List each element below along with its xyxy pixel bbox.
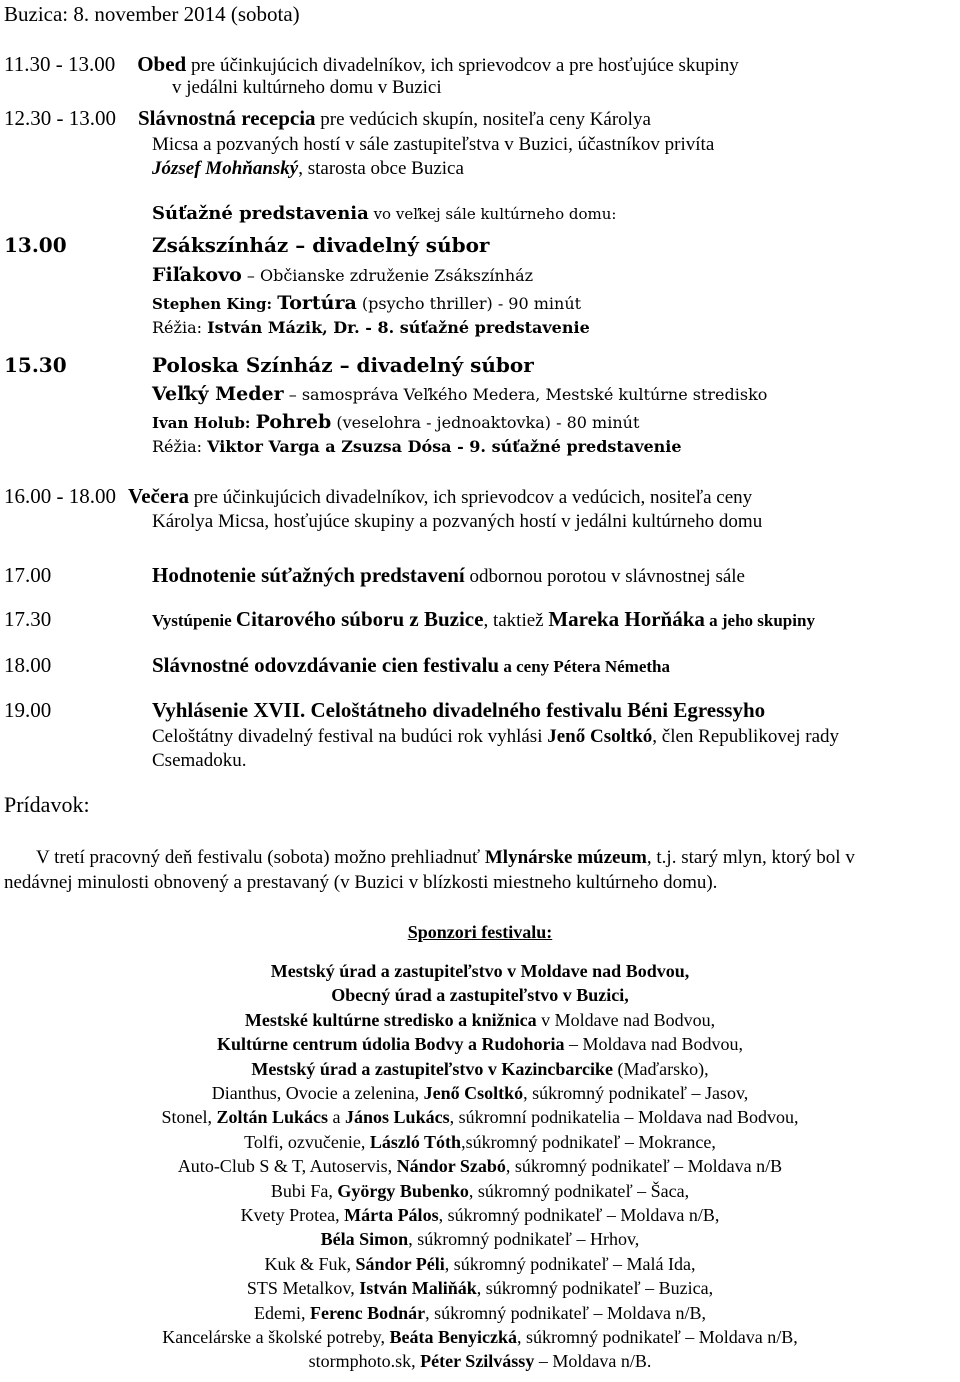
sponsor-text: Stonel, <box>161 1107 217 1128</box>
sponsor-text: Dianthus, Ovocie a zelenina, <box>211 1083 424 1103</box>
show-1-time: 13.00 <box>4 233 67 257</box>
event-reception-host <box>152 158 464 180</box>
sponsor-text: , súkromný podnikateľ – Moldava n/B, <box>438 1205 720 1225</box>
extra-text: V tretí pracovný deň festivalu (sobota) možno prehliadnuť <box>36 847 485 868</box>
event-time: 16.00 - 18.00 <box>4 484 116 508</box>
organization: – samospráva Veľkého Medera, Mestské kultúrne stredisko <box>283 385 768 404</box>
sponsor-name: Zoltán Lukács <box>216 1107 329 1128</box>
sponsor-text: , súkromný podnikateľ – Hrhov, <box>408 1229 640 1250</box>
sponsor-text: , súkromný podnikateľ – Buzica, <box>476 1278 714 1299</box>
event-performance-time: 17.30 <box>4 607 52 631</box>
sponsor-name: Jenő Csoltkó <box>423 1083 524 1103</box>
sponsors-title: Sponzori festivalu: <box>407 922 553 942</box>
event-announcement-time: 19.00 <box>4 698 52 722</box>
host-role: , starosta obce Buzica <box>298 158 464 179</box>
sponsor-text: , súkromný podnikateľ – Moldava n/B, <box>425 1302 706 1323</box>
sponsor-line <box>0 1132 960 1153</box>
sponsor-text: Tolfi, ozvučenie, <box>244 1131 370 1152</box>
event-announcement-text-2: Csemadoku. <box>152 750 247 771</box>
event-text: a ceny Pétera Németha <box>499 657 670 676</box>
sponsor-name: Mestský úrad a zastupiteľstvo v Moldave nad Bodvou, <box>270 961 690 981</box>
performance-group: a jeho skupiny <box>704 611 815 630</box>
announcer-name: Jenő Csoltkó <box>547 726 653 747</box>
sponsor-text: – Moldava n/B. <box>534 1351 652 1372</box>
sponsor-line <box>0 1156 960 1177</box>
event-title: Hodnotenie súťažných predstavení <box>152 563 465 587</box>
play-info: (veselohra - jednoaktovka) - 80 minút <box>331 413 640 432</box>
extra-paragraph-line-2: nedávnej minulosti obnovený a prestavaný (v Buzici v blízkosti miestneho kultúrneho domu). <box>4 872 718 893</box>
sponsor-name: Béla Simon <box>320 1229 409 1250</box>
sponsor-line <box>0 1327 960 1348</box>
performance-connector: , taktiež <box>483 610 549 631</box>
event-performance <box>152 607 815 632</box>
sponsor-name: László Tóth <box>369 1131 462 1152</box>
event-reception <box>4 106 651 131</box>
sponsor-name: Mestské kultúrne stredisko a knižnica <box>244 1009 537 1030</box>
sponsor-text: Kvety Protea, <box>240 1205 345 1225</box>
contest-text: vo veľkej sále kultúrneho domu: <box>368 205 617 223</box>
announcer-role: , člen Republikovej rady <box>652 726 840 747</box>
event-title: Slávnostné odovzdávanie cien festivalu <box>152 653 500 677</box>
show-2-town <box>152 384 767 406</box>
show-2-director <box>152 438 682 456</box>
event-lunch <box>4 52 739 77</box>
sponsor-text: , súkromný podnikateľ – Moldava n/B <box>505 1156 783 1177</box>
sponsor-line <box>0 961 960 982</box>
sponsor-name: Márta Pálos <box>344 1205 439 1225</box>
show-1-group: Zsákszínház – divadelný súbor <box>152 233 490 257</box>
sponsor-line <box>0 1059 960 1080</box>
event-evaluation-time: 17.00 <box>4 563 52 587</box>
event-lunch-text: v jedálni kultúrneho domu v Buzici <box>172 77 442 98</box>
sponsor-name: Kultúrne centrum údolia Bodvy a Rudohoria <box>216 1034 565 1055</box>
performance-artist: Mareka Horňáka <box>548 607 705 631</box>
organization: – Občianske združenie Zsákszínház <box>241 266 534 285</box>
event-time: 11.30 - 13.00 <box>4 52 116 76</box>
contest-heading <box>152 203 616 225</box>
sponsor-text: STS Metalkov, <box>246 1278 360 1299</box>
sponsor-name: György Bubenko <box>337 1180 469 1201</box>
show-1-play <box>152 293 581 315</box>
announcement-text: Celoštátny divadelný festival na budúci rok vyhlási <box>152 726 548 747</box>
museum-name: Mlynárske múzeum <box>484 847 647 868</box>
sponsor-line <box>0 1303 960 1324</box>
sponsor-line <box>0 1010 960 1031</box>
show-2-time: 15.30 <box>4 353 67 377</box>
sponsor-text: v Moldave nad Bodvou, <box>536 1009 716 1030</box>
town-name: Fiľakovo <box>152 264 242 286</box>
sponsor-name: Ferenc Bodnár <box>310 1302 426 1323</box>
author: Stephen King: <box>152 295 278 313</box>
sponsor-name: Beáta Benyiczká <box>389 1327 517 1347</box>
sponsor-line <box>0 1034 960 1055</box>
event-time: 12.30 - 13.00 <box>4 106 116 130</box>
event-announcement-title: Vyhlásenie XVII. Celoštátneho divadelného festivalu Béni Egressyho <box>152 698 766 722</box>
host-name: József Mohňanský <box>152 158 299 179</box>
show-2-group: Poloska Színház – divadelný súbor <box>152 353 534 377</box>
extra-heading: Prídavok: <box>4 792 90 817</box>
sponsor-text: ,súkromný podnikateľ – Mokrance, <box>461 1131 716 1152</box>
event-title: Večera <box>128 484 190 508</box>
page-title: Buzica: 8. november 2014 (sobota) <box>4 2 300 26</box>
sponsor-line <box>0 1083 960 1104</box>
event-reception-text: Micsa a pozvaných hostí v sále zastupiteľstva v Buzici, účastníkov privíta <box>152 134 715 155</box>
sponsor-text: a <box>328 1107 346 1128</box>
play-title: Tortúra <box>277 292 357 314</box>
event-text: pre vedúcich skupín, nositeľa ceny Károlya <box>315 109 651 130</box>
author: Ivan Holub: <box>152 414 256 432</box>
performance-intro: Vystúpenie <box>152 611 236 630</box>
sponsor-text: , súkromní podnikatelia – Moldava nad Bodvou, <box>449 1107 799 1128</box>
event-dinner <box>4 484 752 509</box>
sponsor-line <box>0 1351 960 1372</box>
sponsor-line <box>0 1254 960 1275</box>
event-awards-time: 18.00 <box>4 653 52 677</box>
event-dinner-text: Károlya Micsa, hosťujúce skupiny a pozvaných hostí v jedálni kultúrneho domu <box>152 511 763 532</box>
director: István Mázik, Dr. - 8. súťažné predstavenie <box>207 318 590 337</box>
director-label: Réžia: <box>152 318 208 337</box>
play-title: Pohreb <box>255 411 332 433</box>
sponsor-name: István Maliňák <box>359 1278 477 1299</box>
sponsor-name: János Lukács <box>345 1107 450 1128</box>
sponsor-line <box>0 1278 960 1299</box>
show-2-play <box>152 412 639 434</box>
performance-ensemble: Citarového súboru z Buzice <box>235 607 484 631</box>
sponsor-text: stormphoto.sk, <box>308 1351 421 1372</box>
sponsor-text: – Moldava nad Bodvou, <box>564 1034 744 1055</box>
play-info: (psycho thriller) - 90 minút <box>356 294 582 313</box>
sponsor-text: , súkromný podnikateľ – Malá Ida, <box>444 1253 696 1274</box>
sponsor-name: Péter Szilvássy <box>420 1351 535 1372</box>
sponsor-line <box>0 1181 960 1202</box>
sponsor-text: Bubi Fa, <box>270 1180 338 1201</box>
director-label: Réžia: <box>152 437 208 456</box>
sponsor-text: Kancelárske a školské potreby, <box>162 1327 390 1347</box>
show-1-director <box>152 319 590 337</box>
sponsor-line <box>0 1205 960 1226</box>
sponsor-name: Mestský úrad a zastupiteľstvo v Kazincbarcike <box>251 1058 613 1079</box>
event-awards <box>152 653 670 678</box>
sponsor-line <box>0 1107 960 1128</box>
contest-title: Súťažné predstavenia <box>152 203 369 224</box>
sponsor-text: , súkromný podnikateľ – Jasov, <box>523 1083 749 1103</box>
town-name: Veľký Meder <box>152 383 284 405</box>
sponsor-text: , súkromný podnikateľ – Moldava n/B, <box>516 1327 798 1347</box>
extra-text: , t.j. starý mlyn, ktorý bol v <box>646 847 855 868</box>
sponsor-name: Obecný úrad a zastupiteľstvo v Buzici, <box>331 985 629 1006</box>
sponsor-line <box>0 1229 960 1250</box>
event-text: odbornou porotou v slávnostnej sále <box>464 566 745 587</box>
extra-paragraph-line-1 <box>36 847 855 869</box>
sponsor-name: Sándor Péli <box>355 1253 445 1274</box>
sponsor-text: Auto-Club S & T, Autoservis, <box>177 1156 397 1177</box>
sponsor-name: Nándor Szabó <box>396 1156 506 1177</box>
event-title: Obed <box>137 52 187 76</box>
event-evaluation <box>152 563 745 588</box>
sponsor-line <box>0 985 960 1006</box>
director: Viktor Varga a Zsuzsa Dósa - 9. súťažné predstavenie <box>207 437 682 456</box>
sponsor-text: , súkromný podnikateľ – Šaca, <box>468 1180 690 1201</box>
show-1-town <box>152 265 533 287</box>
event-announcement-text <box>152 726 839 748</box>
sponsor-text: (Maďarsko), <box>612 1058 709 1079</box>
event-text: pre účinkujúcich divadelníkov, ich sprievodcov a pre hosťujúce skupiny <box>186 55 739 76</box>
event-text: pre účinkujúcich divadelníkov, ich sprievodcov a vedúcich, nositeľa ceny <box>189 487 753 508</box>
sponsor-text: Kuk & Fuk, <box>264 1253 356 1274</box>
sponsor-text: Edemi, <box>254 1302 311 1323</box>
event-title: Slávnostná recepcia <box>138 106 316 130</box>
